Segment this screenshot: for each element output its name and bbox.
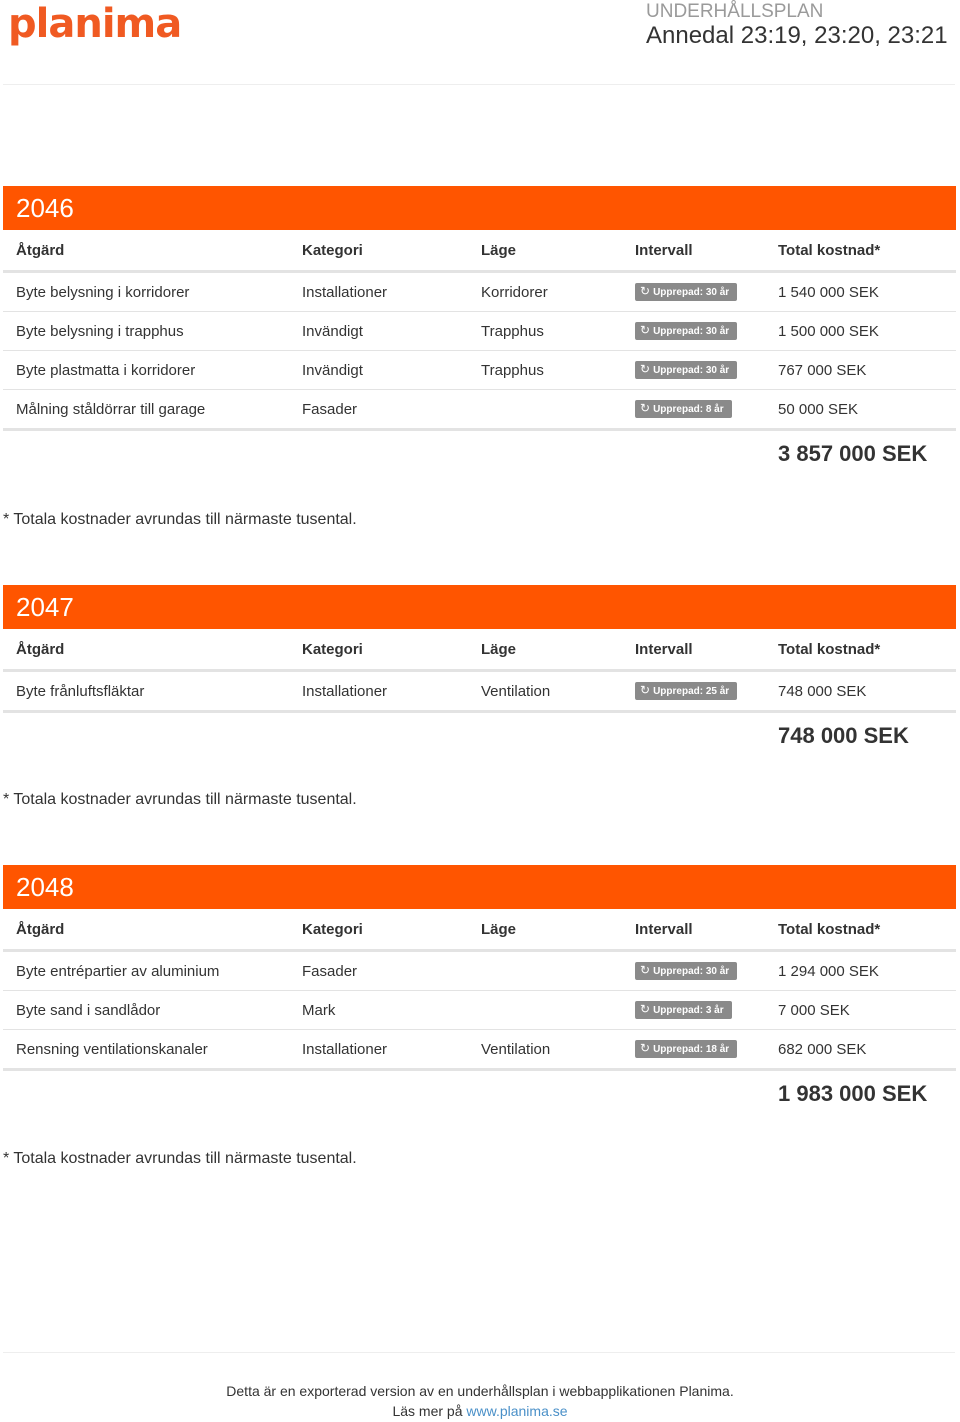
cell-cost: 1 500 000 SEK bbox=[765, 312, 956, 351]
table-row bbox=[3, 312, 956, 351]
year-total-amount: 1 983 000 SEK bbox=[778, 1081, 928, 1106]
maintenance-table bbox=[3, 230, 956, 431]
interval-text: Upprepad: 30 år bbox=[653, 365, 730, 377]
column-header-total-cost: Total kostnad* bbox=[765, 909, 956, 951]
table-row bbox=[3, 351, 956, 390]
table-row bbox=[3, 272, 956, 312]
year-total-amount: 748 000 SEK bbox=[778, 723, 909, 748]
cell-location: Trapphus bbox=[468, 312, 622, 351]
table-header-row bbox=[3, 629, 956, 671]
cell-interval bbox=[622, 351, 765, 390]
interval-badge bbox=[635, 322, 737, 340]
cell-interval bbox=[622, 1030, 765, 1070]
cell-action: Byte plastmatta i korridorer bbox=[3, 351, 289, 390]
footer-divider bbox=[3, 1352, 955, 1353]
rounding-footnote: * Totala kostnader avrundas till närmaste tusental. bbox=[3, 1150, 357, 1167]
table-row bbox=[3, 1030, 956, 1070]
cell-category: Fasader bbox=[289, 390, 468, 430]
column-header-category: Kategori bbox=[289, 629, 468, 671]
cell-cost: 7 000 SEK bbox=[765, 991, 956, 1030]
repeat-icon: ↻ bbox=[640, 683, 651, 698]
repeat-icon: ↻ bbox=[640, 963, 651, 978]
cell-interval bbox=[622, 390, 765, 430]
cell-location: Ventilation bbox=[468, 671, 622, 712]
cell-category: Invändigt bbox=[289, 351, 468, 390]
interval-badge bbox=[635, 682, 737, 700]
interval-badge bbox=[635, 962, 737, 980]
cell-cost: 748 000 SEK bbox=[765, 671, 956, 712]
interval-badge bbox=[635, 361, 737, 379]
cell-cost: 1 294 000 SEK bbox=[765, 951, 956, 991]
header-info bbox=[646, 2, 954, 50]
column-header-action: Åtgärd bbox=[3, 230, 289, 272]
planima-website-link[interactable]: www.planima.se bbox=[466, 1403, 568, 1419]
year-section-2047 bbox=[3, 585, 956, 763]
page-footer bbox=[0, 1381, 960, 1421]
cell-action: Byte frånluftsfläktar bbox=[3, 671, 289, 712]
planima-logo[interactable]: planima bbox=[8, 1, 182, 47]
cell-action: Byte belysning i korridorer bbox=[3, 272, 289, 312]
cell-cost: 682 000 SEK bbox=[765, 1030, 956, 1070]
repeat-icon: ↻ bbox=[640, 401, 651, 416]
year-total-row bbox=[3, 1071, 956, 1121]
cell-category: Installationer bbox=[289, 671, 468, 712]
column-header-total-cost: Total kostnad* bbox=[765, 230, 956, 272]
year-total-amount: 3 857 000 SEK bbox=[778, 441, 928, 466]
interval-badge bbox=[635, 1001, 732, 1019]
column-header-location: Läge bbox=[468, 629, 622, 671]
cell-action: Byte sand i sandlådor bbox=[3, 991, 289, 1030]
column-header-location: Läge bbox=[468, 230, 622, 272]
table-header-row bbox=[3, 909, 956, 951]
interval-text: Upprepad: 18 år bbox=[653, 1044, 730, 1056]
year-heading: 2047 bbox=[3, 585, 956, 629]
cell-interval bbox=[622, 312, 765, 351]
interval-text: Upprepad: 3 år bbox=[653, 1005, 724, 1017]
footer-read-more bbox=[0, 1401, 960, 1421]
interval-text: Upprepad: 30 år bbox=[653, 326, 730, 338]
year-total-row bbox=[3, 431, 956, 481]
year-heading: 2048 bbox=[3, 865, 956, 909]
cell-cost: 767 000 SEK bbox=[765, 351, 956, 390]
cell-location: Trapphus bbox=[468, 351, 622, 390]
table-header-row bbox=[3, 230, 956, 272]
repeat-icon: ↻ bbox=[640, 1002, 651, 1017]
column-header-interval: Intervall bbox=[622, 909, 765, 951]
cell-action: Byte belysning i trapphus bbox=[3, 312, 289, 351]
year-section-2046 bbox=[3, 186, 956, 481]
year-heading: 2046 bbox=[3, 186, 956, 230]
table-row bbox=[3, 671, 956, 712]
cell-category: Mark bbox=[289, 991, 468, 1030]
cell-action: Rensning ventilationskanaler bbox=[3, 1030, 289, 1070]
header-divider bbox=[3, 84, 955, 85]
document-type: UNDERHÅLLSPLAN bbox=[646, 1, 824, 22]
cell-category: Installationer bbox=[289, 272, 468, 312]
interval-badge bbox=[635, 1040, 737, 1058]
rounding-footnote: * Totala kostnader avrundas till närmaste tusental. bbox=[3, 791, 357, 808]
table-row bbox=[3, 991, 956, 1030]
footer-read-more-label: Läs mer på bbox=[392, 1403, 463, 1419]
cell-location bbox=[468, 951, 622, 991]
cell-action: Byte entrépartier av aluminium bbox=[3, 951, 289, 991]
cell-interval bbox=[622, 671, 765, 712]
column-header-location: Läge bbox=[468, 909, 622, 951]
table-row bbox=[3, 951, 956, 991]
column-header-category: Kategori bbox=[289, 230, 468, 272]
cell-interval bbox=[622, 991, 765, 1030]
column-header-action: Åtgärd bbox=[3, 909, 289, 951]
rounding-footnote: * Totala kostnader avrundas till närmaste tusental. bbox=[3, 511, 357, 528]
footer-export-note: Detta är en exporterad version av en underhållsplan i webbapplikationen Planima. bbox=[226, 1383, 734, 1399]
year-section-2048 bbox=[3, 865, 956, 1121]
cell-category: Fasader bbox=[289, 951, 468, 991]
cell-action: Målning ståldörrar till garage bbox=[3, 390, 289, 430]
cell-category: Installationer bbox=[289, 1030, 468, 1070]
repeat-icon: ↻ bbox=[640, 323, 651, 338]
interval-text: Upprepad: 30 år bbox=[653, 287, 730, 299]
interval-text: Upprepad: 30 år bbox=[653, 966, 730, 978]
cell-location bbox=[468, 390, 622, 430]
maintenance-table bbox=[3, 909, 956, 1071]
cell-location: Korridorer bbox=[468, 272, 622, 312]
column-header-interval: Intervall bbox=[622, 230, 765, 272]
maintenance-table bbox=[3, 629, 956, 713]
cell-interval bbox=[622, 951, 765, 991]
cell-location: Ventilation bbox=[468, 1030, 622, 1070]
cell-cost: 1 540 000 SEK bbox=[765, 272, 956, 312]
column-header-action: Åtgärd bbox=[3, 629, 289, 671]
column-header-interval: Intervall bbox=[622, 629, 765, 671]
cell-category: Invändigt bbox=[289, 312, 468, 351]
document-title: Annedal 23:19, 23:20, 23:21 bbox=[646, 22, 948, 49]
cell-interval bbox=[622, 272, 765, 312]
year-total-row bbox=[3, 713, 956, 763]
interval-badge bbox=[635, 283, 737, 301]
repeat-icon: ↻ bbox=[640, 1041, 651, 1056]
table-row bbox=[3, 390, 956, 430]
interval-text: Upprepad: 8 år bbox=[653, 404, 724, 416]
interval-badge bbox=[635, 400, 732, 418]
column-header-category: Kategori bbox=[289, 909, 468, 951]
column-header-total-cost: Total kostnad* bbox=[765, 629, 956, 671]
repeat-icon: ↻ bbox=[640, 284, 651, 299]
cell-location bbox=[468, 991, 622, 1030]
repeat-icon: ↻ bbox=[640, 362, 651, 377]
interval-text: Upprepad: 25 år bbox=[653, 686, 730, 698]
page-header bbox=[0, 0, 960, 86]
cell-cost: 50 000 SEK bbox=[765, 390, 956, 430]
